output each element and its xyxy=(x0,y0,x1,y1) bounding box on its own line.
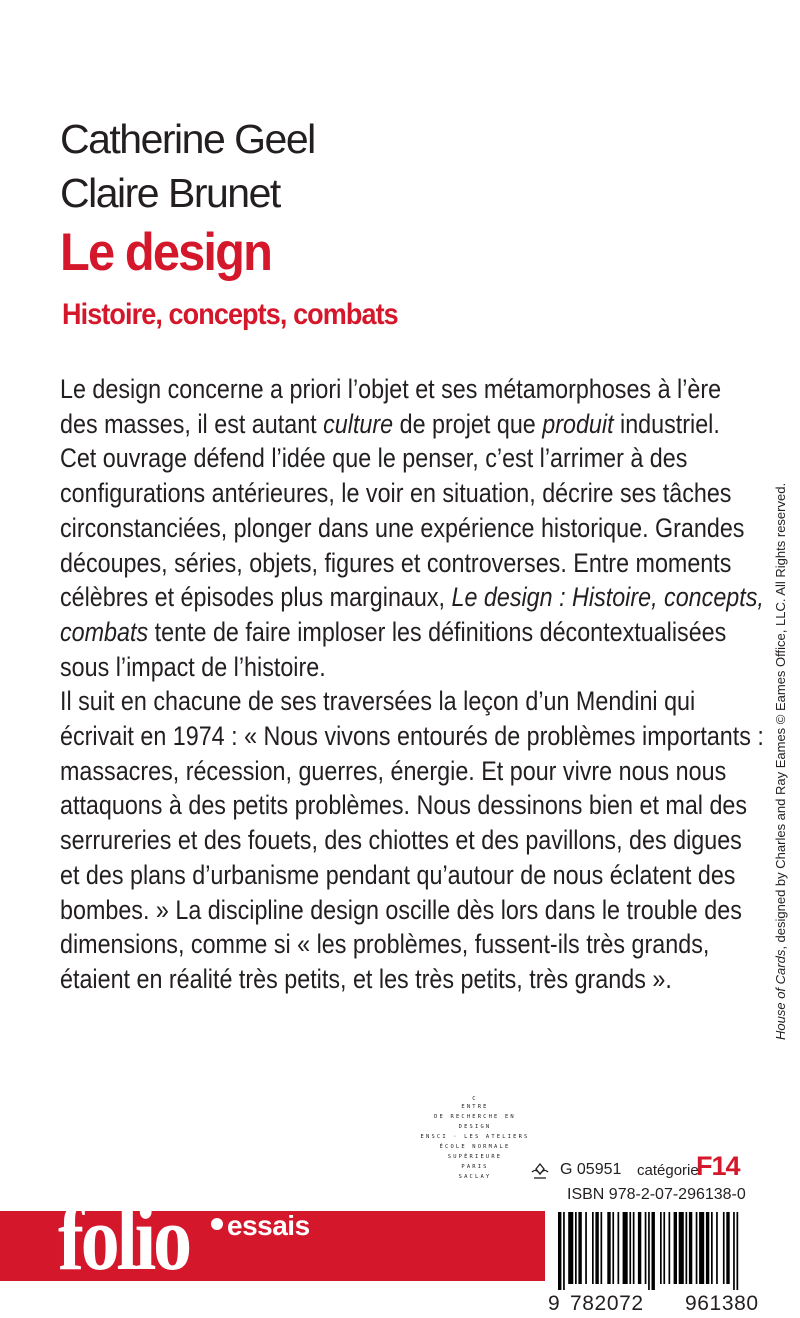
crd-logo-text: DESIGN xyxy=(458,1124,492,1130)
folio-dot xyxy=(211,1218,223,1230)
barcode-bar xyxy=(674,1212,677,1284)
blurb-line xyxy=(60,962,738,997)
blurb-line xyxy=(60,546,738,581)
price-category: F14 xyxy=(696,1151,740,1181)
blurb-text: circonstanciées, plonger dans une expérience historique. Grandes xyxy=(60,512,745,543)
crd-logo-icon xyxy=(420,1092,530,1192)
blurb-paragraph-2 xyxy=(60,684,764,996)
blurb-paragraph-1 xyxy=(60,372,764,684)
barcode-icon xyxy=(558,1212,798,1290)
crd-logo-text: PARIS xyxy=(461,1164,489,1170)
barcode-bar xyxy=(737,1212,739,1290)
crd-logo-text: C xyxy=(472,1096,478,1102)
barcode-bar xyxy=(723,1212,725,1284)
author-1: Catherine Geel xyxy=(60,116,315,162)
blurb-text: massacres, récession, guerres, énergie. Et pour vivre nous nous xyxy=(60,755,727,786)
crd-logo-text: DE RECHERCHE EN xyxy=(434,1114,516,1120)
blurb-line xyxy=(60,441,738,476)
crd-logo-text: ENSCI · LES ATELIERS xyxy=(420,1134,530,1140)
blurb-italic-text: culture xyxy=(323,408,394,439)
blurb-text: configurations antérieures, le voir en situation, décrire ses tâches xyxy=(60,478,732,509)
barcode-bar xyxy=(612,1212,614,1284)
barcode-bar xyxy=(638,1212,641,1284)
back-cover-blurb xyxy=(60,372,764,997)
blurb-line xyxy=(60,823,742,858)
barcode-bar xyxy=(629,1212,631,1284)
blurb-line xyxy=(60,650,738,685)
blurb-line xyxy=(60,372,738,407)
blurb-text: sous l’impact de l’histoire. xyxy=(60,651,326,682)
blurb-line xyxy=(60,719,764,754)
barcode-bar xyxy=(726,1212,729,1284)
blurb-text: écrivait en 1974 : « Nous vivons entourés de problèmes importants : xyxy=(60,721,764,752)
blurb-text: Cet ouvrage défend l’idée que le penser, c’est l’arrimer à des xyxy=(60,443,688,474)
blurb-text: bombes. » La discipline design oscille dès lors dans le trouble des xyxy=(60,894,742,925)
barcode-bar xyxy=(699,1212,704,1284)
blurb-text: serrureries et des fouets, des chiottes et des pavillons, des digues xyxy=(60,825,742,856)
crd-logo-text: SUPÉRIEURE xyxy=(447,1154,503,1160)
barcode-bar xyxy=(618,1212,620,1284)
blurb-text: Il suit en chacune de ses traversées la leçon d’un Mendini qui xyxy=(60,686,696,717)
barcode-bar xyxy=(711,1212,713,1284)
barcode-bar xyxy=(563,1212,565,1290)
barcode-bar xyxy=(623,1212,628,1284)
blurb-line xyxy=(60,580,764,615)
blurb-text: attaquons à des petits problèmes. Nous dessinons bien et mal des xyxy=(60,790,748,821)
book-title: Le design xyxy=(60,223,272,282)
blurb-line xyxy=(60,893,742,928)
barcode-bar xyxy=(652,1212,655,1290)
barcode-bar xyxy=(601,1212,603,1284)
authors xyxy=(60,112,315,220)
blurb-line xyxy=(60,754,738,789)
barcode-bar xyxy=(633,1212,635,1284)
blurb-line xyxy=(60,858,738,893)
blurb-line xyxy=(60,407,738,442)
barcode-bar xyxy=(595,1212,598,1284)
blurb-text: dimensions, comme si « les problèmes, fussent-ils très grands, xyxy=(60,929,710,960)
blurb-text: Le design concerne a priori l’objet et ses métamorphoses à l’ère xyxy=(60,374,722,404)
barcode-bar xyxy=(733,1212,735,1290)
barcode-bar xyxy=(696,1212,698,1284)
folio-logo: folio xyxy=(58,1187,189,1289)
barcode-bar xyxy=(558,1212,561,1290)
isbn: ISBN 978-2-07-296138-0 xyxy=(567,1186,746,1203)
barcode-bar xyxy=(592,1212,594,1284)
barcode-bar xyxy=(706,1212,709,1284)
barcode-bar xyxy=(679,1212,684,1284)
gallimard-code: G 05951 xyxy=(560,1161,622,1178)
barcode-digit-lead: 9 xyxy=(548,1292,561,1315)
barcode-bar xyxy=(585,1212,587,1284)
barcode-bar xyxy=(669,1212,671,1284)
credit-text: , designed by Charles and Ray Eames © Eames Office, LLC. All Rights reserved. xyxy=(773,482,788,950)
blurb-italic-text: Le design : Histoire, concepts, xyxy=(451,582,764,613)
blurb-line xyxy=(60,615,738,650)
barcode-bar xyxy=(716,1212,718,1284)
barcode-bar xyxy=(689,1212,692,1284)
barcode-bar xyxy=(607,1212,610,1284)
crd-logo-text: SACLAY xyxy=(458,1174,492,1180)
barcode-bar xyxy=(578,1212,581,1284)
blurb-text: des masses, il est autant xyxy=(60,408,324,439)
blurb-text: découpes, séries, objets, figures et controverses. Entre moments xyxy=(60,547,732,578)
photo-credit xyxy=(773,483,788,1040)
blurb-italic-text: combats xyxy=(60,616,149,647)
barcode-digits-left: 782072 xyxy=(570,1292,644,1315)
blurb-text: célèbres et épisodes plus marginaux, xyxy=(60,582,452,613)
blurb-text: de projet que xyxy=(393,408,543,439)
blurb-line xyxy=(60,927,738,962)
gallimard-logo-icon xyxy=(530,1162,550,1180)
blurb-text: et des plans d’urbanisme pendant qu’autour de nous éclatent des xyxy=(60,859,736,890)
blurb-line xyxy=(60,511,745,546)
blurb-line xyxy=(60,476,738,511)
barcode-digits-right: 961380 xyxy=(685,1292,759,1315)
crd-logo-text: ENTRE xyxy=(461,1104,489,1110)
blurb-line xyxy=(60,684,738,719)
blurb-text: industriel. xyxy=(613,408,720,439)
blurb-text: étaient en réalité très petits, et les très petits, très grands ». xyxy=(60,963,672,994)
barcode-bar xyxy=(663,1212,665,1284)
blurb-italic-text: produit xyxy=(542,408,614,439)
blurb-text: tente de faire imploser les définitions décontextualisées xyxy=(148,616,727,647)
barcode-bar xyxy=(686,1212,688,1284)
author-2: Claire Brunet xyxy=(60,170,280,216)
credit-work-title: House of Cards xyxy=(773,949,788,1040)
barcode-bar xyxy=(575,1212,577,1284)
barcode-bar xyxy=(660,1212,662,1284)
blurb-line xyxy=(60,788,748,823)
barcode-bar xyxy=(568,1212,573,1284)
book-subtitle: Histoire, concepts, combats xyxy=(62,298,398,331)
series-name: essais xyxy=(227,1210,310,1241)
barcode-bar xyxy=(645,1212,647,1284)
barcode-bar xyxy=(648,1212,650,1290)
crd-logo-text: ÉCOLE NORMALE xyxy=(439,1144,511,1150)
category-label: catégorie xyxy=(637,1162,699,1179)
